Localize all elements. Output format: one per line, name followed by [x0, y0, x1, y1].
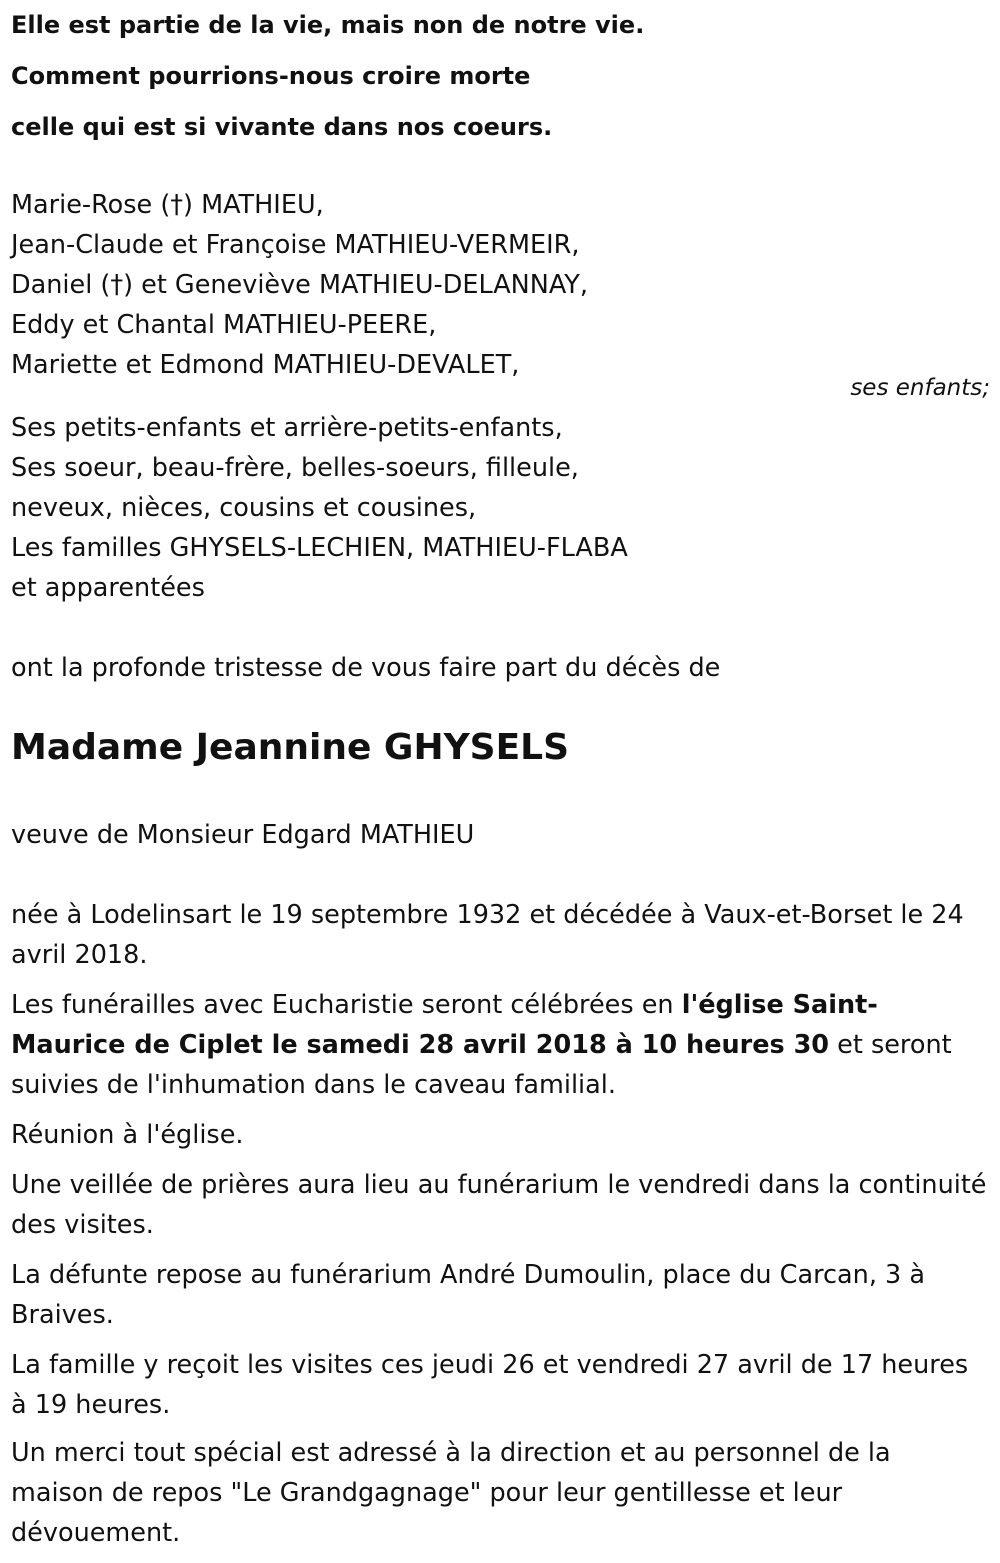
paragraph: Réunion à l'église.: [11, 1120, 244, 1150]
relative-line: neveux, nièces, cousins et cousines,: [11, 493, 477, 523]
vigil-text: [11, 1165, 990, 1245]
relative-line: et apparentées: [11, 573, 205, 603]
announcement-text: ont la profonde tristesse de vous faire part du décès de: [11, 653, 721, 683]
funeral-location-date: l'église Saint-Maurice de Ciplet le samedi 28 avril 2018 à 10 heures 30: [11, 990, 878, 1060]
funeral-paragraph: [11, 985, 990, 1105]
birth-death-paragraph: née à Lodelinsart le 19 septembre 1932 et décédée à Vaux-et-Borset le 24 avril 2018.: [11, 900, 964, 970]
widow-of-text: veuve de Monsieur Edgard MATHIEU: [11, 820, 475, 850]
child-line: Marie-Rose (†) MATHIEU,: [11, 190, 324, 220]
paragraph: Une veillée de prières aura lieu au funérarium le vendredi dans la continuité des visites.: [11, 1170, 987, 1240]
relative-line: Ses petits-enfants et arrière-petits-enfants,: [11, 413, 563, 443]
relative-line: Ses soeur, beau-frère, belles-soeurs, filleule,: [11, 453, 579, 483]
child-line: Mariette et Edmond MATHIEU-DEVALET,: [11, 350, 520, 380]
child-line: Eddy et Chantal MATHIEU-PEERE,: [11, 310, 437, 340]
relatives-list: [11, 408, 990, 608]
children-relation-label: ses enfants;: [850, 375, 990, 401]
quote-line: celle qui est si vivante dans nos coeurs.: [11, 113, 553, 141]
paragraph: La famille y reçoit les visites ces jeudi 26 et vendredi 27 avril de 17 heures à 19 heures.: [11, 1350, 969, 1420]
deceased-name: Madame Jeannine GHYSELS: [11, 727, 570, 768]
visits-text: [11, 1345, 990, 1425]
child-line: Jean-Claude et Françoise MATHIEU-VERMEIR,: [11, 230, 580, 260]
thanks-text: [11, 1433, 990, 1553]
quote-line: Elle est partie de la vie, mais non de notre vie.: [11, 11, 645, 39]
reunion-text: [11, 1115, 990, 1155]
quote-line: Comment pourrions-nous croire morte: [11, 62, 531, 90]
funeral-text-after: et seront suivies de l'inhumation dans le caveau familial.: [11, 1030, 952, 1100]
paragraph: Un merci tout spécial est adressé à la direction et au personnel de la maison de repos "Le Grandgagnage" pour leur gentillesse et leur dévouement.: [11, 1438, 891, 1548]
children-list: [11, 185, 990, 385]
child-line: Daniel (†) et Geneviève MATHIEU-DELANNAY,: [11, 270, 588, 300]
relative-line: Les familles GHYSELS-LECHIEN, MATHIEU-FLABA: [11, 533, 628, 563]
funeral-text-before: Les funérailles avec Eucharistie seront célébrées en: [11, 990, 682, 1020]
repose-text: [11, 1255, 990, 1335]
opening-quote: [11, 0, 990, 153]
birth-death-text: [11, 895, 990, 975]
paragraph: La défunte repose au funérarium André Dumoulin, place du Carcan, 3 à Braives.: [11, 1260, 926, 1330]
funeral-details: [11, 985, 990, 1105]
